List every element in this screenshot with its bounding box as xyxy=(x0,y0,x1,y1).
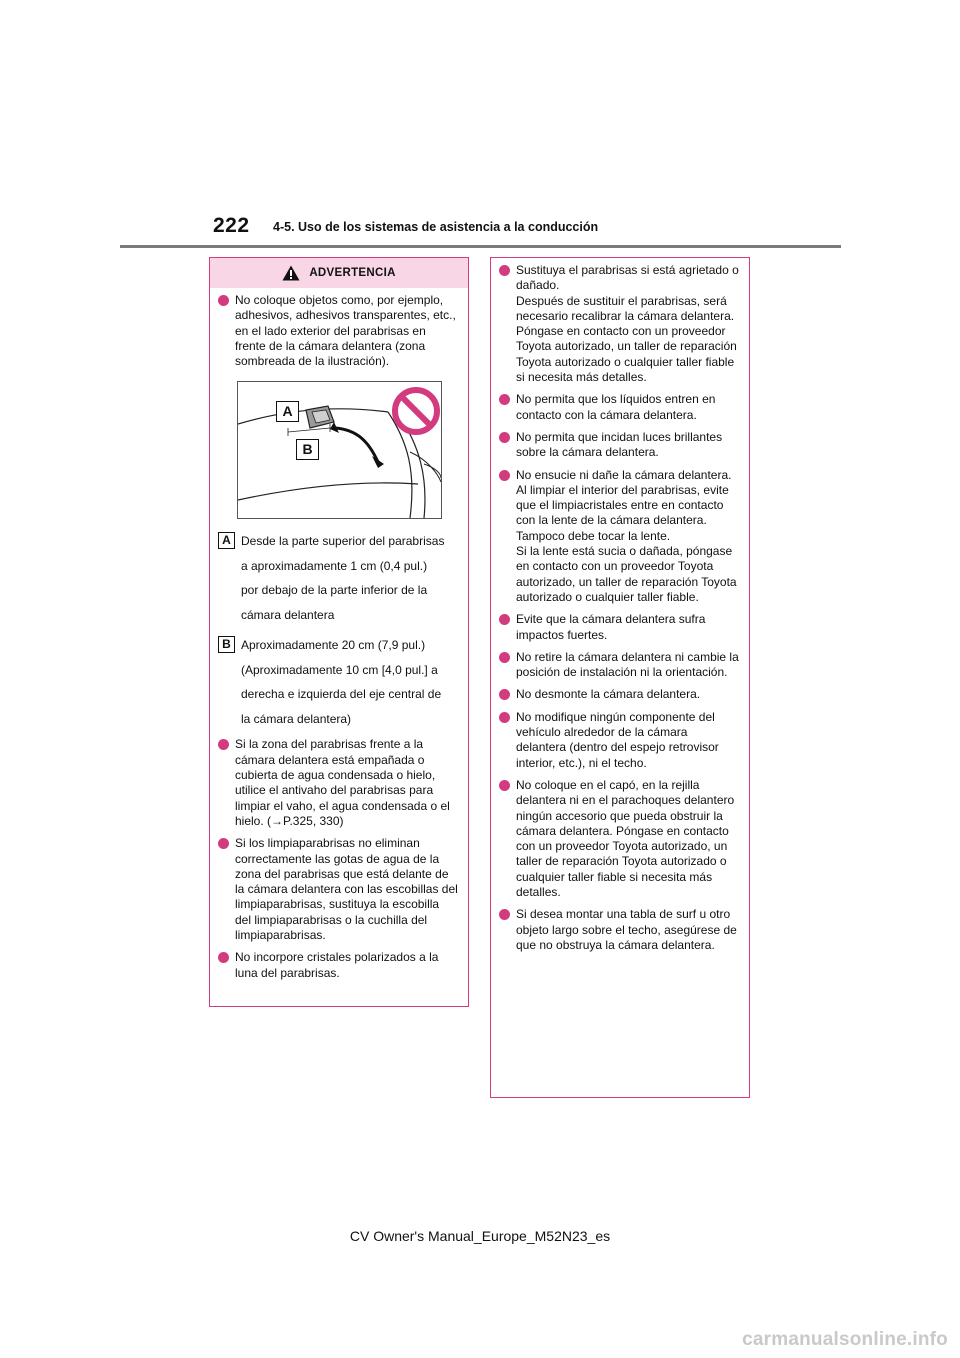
bullet-icon xyxy=(218,952,229,963)
warning-box-right xyxy=(490,257,750,1098)
warning-item-text: Al limpiar el interior del parabrisas, evite que el limpiacristales entre en contacto con la lente de la cámara delantera. Tampoco debe tocar la lente. xyxy=(516,482,729,543)
warning-item xyxy=(499,612,739,643)
legend-b-line: derecha e izquierda del eje central de xyxy=(241,687,442,702)
legend-a-line: por debajo de la parte inferior de la xyxy=(241,583,428,598)
warning-item-text: Evite que la cámara delantera sufra impactos fuertes. xyxy=(516,612,706,642)
warning-item-text: No coloque en el capó, en la rejilla delantera ni en el parachoques delantero ningún accesorio que pueda obstruir la cámara delantera. Póngase en contacto con un proveedor Toyota autorizado, un taller de reparación Toyota autorizado o cualquier taller fiable si necesita más detalles. xyxy=(516,777,735,899)
bullet-icon xyxy=(218,739,229,750)
legend-a-line: Desde la parte superior del parabrisas xyxy=(241,534,445,549)
warning-item-text: Después de sustituir el parabrisas, será necesario recalibrar la cámara delantera. Póngase en contacto con un proveedor Toyota autorizado, un taller de reparación Toyota autorizado o cualquier taller fiable si necesita más detalles. xyxy=(516,293,737,385)
section-title: 4-5. Uso de los sistemas de asistencia a la conducción xyxy=(273,220,599,234)
legend-a-badge: A xyxy=(218,532,235,549)
warning-box-left xyxy=(209,257,469,1007)
bullet-icon xyxy=(499,712,510,723)
bullet-icon xyxy=(499,470,510,481)
warning-item xyxy=(499,650,739,681)
warning-triangle-icon xyxy=(282,265,300,281)
warning-item xyxy=(499,392,739,423)
warning-item-text: No incorpore cristales polarizados a la luna del parabrisas. xyxy=(235,950,439,980)
legend-b-line: (Aproximadamente 10 cm [4,0 pul.] a xyxy=(241,662,438,677)
warning-item-text: Si los limpiaparabrisas no eliminan correctamente las gotas de agua de la zona del parabrisas que está delante de la cámara delantera con las escobillas del limpiaparabrisas, sustituya la escobilla del limpiaparabrisas o la cuchilla del limpiaparabrisas. xyxy=(235,836,458,943)
warning-item xyxy=(499,778,739,900)
warning-label: ADVERTENCIA xyxy=(309,267,396,279)
warning-item xyxy=(218,836,458,943)
bullet-icon xyxy=(218,295,229,306)
legend-b-badge: B xyxy=(218,636,235,653)
prohibition-sign-icon xyxy=(391,386,441,436)
bullet-icon xyxy=(499,909,510,920)
warning-item-text: No coloque objetos como, por ejemplo, adhesivos, adhesivos transparentes, etc., en el lado exterior del parabrisas en frente de la cámara delantera (zona sombreada de la ilustración). xyxy=(235,293,456,369)
warning-header xyxy=(210,258,468,288)
bullet-icon xyxy=(499,780,510,791)
bullet-icon xyxy=(218,838,229,849)
bullet-icon xyxy=(499,652,510,663)
legend-a xyxy=(218,529,458,627)
bullet-icon xyxy=(499,394,510,405)
legend-a-line: a aproximadamente 1 cm (0,4 pul.) xyxy=(241,558,428,573)
bullet-icon xyxy=(499,689,510,700)
warning-item xyxy=(499,263,739,385)
legend-b-line: la cámara delantera) xyxy=(241,711,352,726)
warning-item-text: Si la lente está sucia o dañada, póngase en contacto con un proveedor Toyota autorizado, un taller de reparación Toyota autorizado o cualquier taller fiable. xyxy=(516,544,737,604)
label-b-box: B xyxy=(296,439,319,460)
warning-item xyxy=(499,430,739,461)
footer-manual-id: CV Owner's Manual_Europe_M52N23_es xyxy=(349,1228,611,1244)
header-divider xyxy=(120,245,841,248)
warning-item xyxy=(499,468,739,606)
legend-b xyxy=(218,633,458,731)
bullet-icon xyxy=(499,614,510,625)
warning-item xyxy=(499,907,739,953)
warning-item xyxy=(499,687,739,702)
bullet-icon xyxy=(499,265,510,276)
label-a-box: A xyxy=(276,401,299,422)
warning-item-text: No permita que incidan luces brillantes sobre la cámara delantera. xyxy=(516,429,723,460)
page-number: 222 xyxy=(213,214,250,237)
warning-item xyxy=(218,293,458,369)
legend-b-line: Aproximadamente 20 cm (7,9 pul.) xyxy=(241,638,426,653)
warning-item xyxy=(218,737,458,829)
warning-item-text: No retire la cámara delantera ni cambie la posición de instalación ni la orientación. xyxy=(516,649,739,680)
warning-item-text: Sustituya el parabrisas si está agrietado o dañado. xyxy=(516,263,739,293)
warning-item xyxy=(499,710,739,771)
legend-a-line: cámara delantera xyxy=(241,607,335,622)
warning-item-text: Si la zona del parabrisas frente a la cámara delantera está empañada o cubierta de agua condensada o hielo, utilice el antivaho del parabrisas para limpiar el vaho, el agua condensada o el hielo. (→P.325, 330) xyxy=(235,737,450,828)
warning-item-text: No ensucie ni dañe la cámara delantera. xyxy=(516,467,732,482)
warning-item-text: Si desea montar una tabla de surf u otro objeto largo sobre el techo, asegúrese de que no obstruya la cámara delantera. xyxy=(516,907,737,952)
camera-area-illustration xyxy=(237,381,442,519)
warning-item-text: No modifique ningún componente del vehículo alrededor de la cámara delantera (dentro del espejo retrovisor interior, etc.), ni el techo. xyxy=(516,709,719,770)
warning-item-text: No desmonte la cámara delantera. xyxy=(516,687,701,702)
bullet-icon xyxy=(499,432,510,443)
watermark: carmanualsonline.info xyxy=(742,1329,948,1350)
warning-item-text: No permita que los líquidos entren en contacto con la cámara delantera. xyxy=(516,392,716,422)
warning-item xyxy=(218,950,458,981)
